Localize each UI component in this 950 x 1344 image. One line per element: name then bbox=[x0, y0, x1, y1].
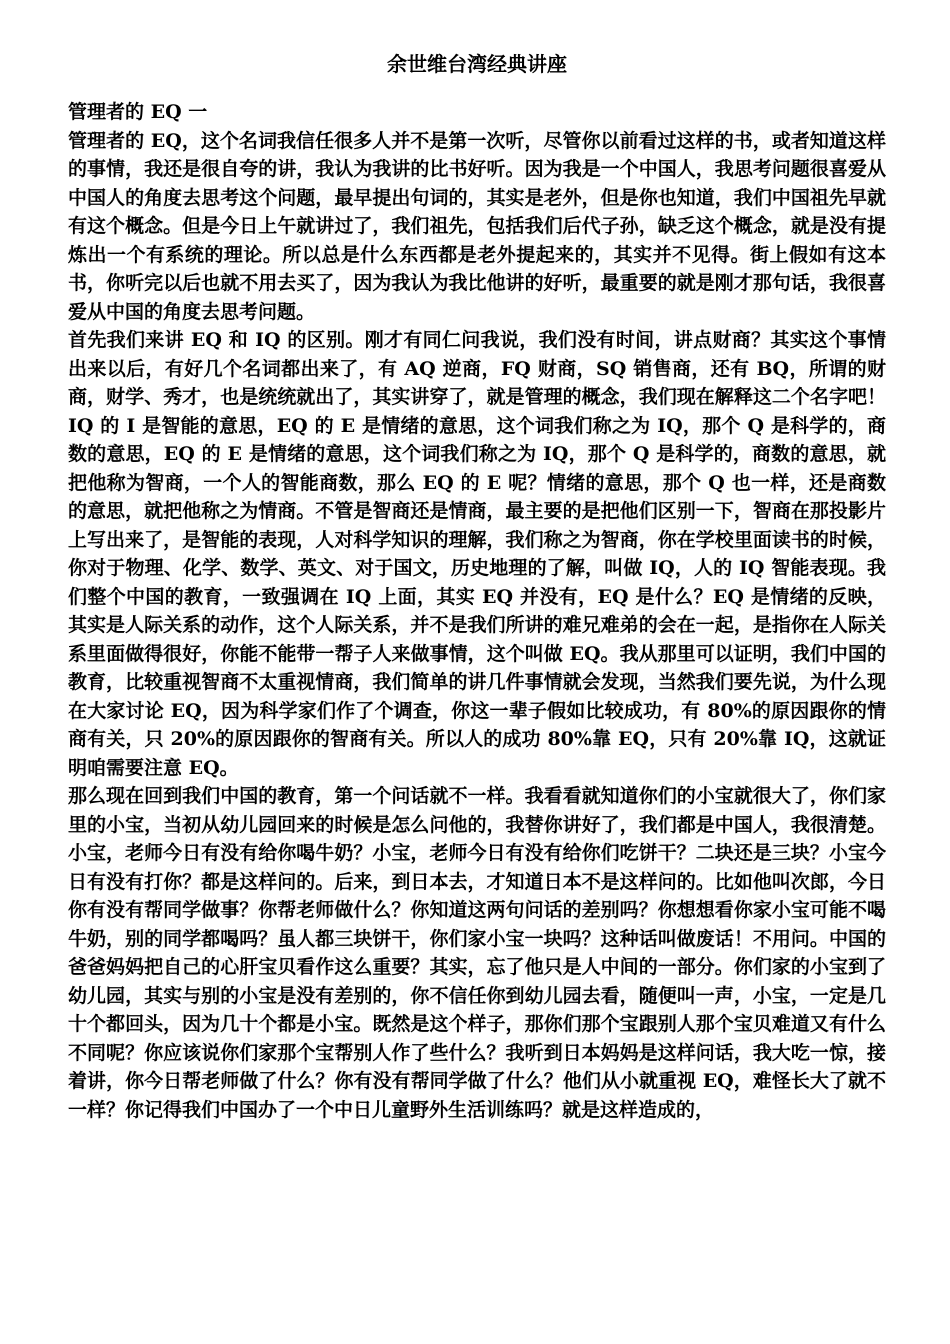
paragraph-eq-iq-difference: 首先我们来讲 EQ 和 IQ 的区别。刚才有同仁问我说，我们没有时间，讲点财商？其实这个事情出来以后，有好几个名词都出来了，有 AQ 逆商，FQ 财商，SQ 销售商，还有 BQ，所谓的财商，财学、秀才，也是统统就出了，其实讲穿了，就是管理的概念，我们现在解释这二个名字吧！IQ 的 I 是智能的意思，EQ 的 E 是情绪的意思，这个词我们称之为 IQ，那个 Q 是科学的，商数的意思，EQ 的 E 是情绪的意思，这个词我们称之为 IQ，那个 Q 是科学的，商数的意思，就把他称为智商，一个人的智能商数，那么 EQ 的 E 呢？情绪的意思，那个 Q 也一样，还是商数的意思，就把他称之为情商。不管是智商还是情商，最主要的是把他们区别一下，智商在那投影片上写出来了，是智能的表现，人对科学知识的理解，我们称之为智商，你在学校里面读书的时候，你对于物理、化学、数学、英文、对于国文，历史地理的了解，叫做 IQ，人的 IQ 智能表现。我们整个中国的教育，一致强调在 IQ 上面，其实 EQ 并没有，EQ 是什么？EQ 是情绪的反映，其实是人际关系的动作，这个人际关系，并不是我们所讲的难兄难弟的会在一起，是指你在人际关系里面做得很好，你能不能带一帮子人来做事情，这个叫做 EQ。我从那里可以证明，我们中国的教育，比较重视智商不太重视情商，我们简单的讲几件事情就会发现，当然我们要先说，为什么现在大家讨论 EQ，因为科学家们作了个调查，你这一辈子假如比较成功，有 80%的原因跟你的情商有关，只 20%的原因跟你的智商有关。所以人的成功 80%靠 EQ，只有 20%靠 IQ，这就证明咱需要注意 EQ。 bbox=[68, 329, 886, 779]
paragraph-intro: 管理者的 EQ，这个名词我信任很多人并不是第一次听，尽管你以前看过这样的书，或者知道这样的事情，我还是很自夸的讲，我认为我讲的比书好听。因为我是一个中国人，我思考问题很喜爱从中国人的角度去思考这个问题，最早提出句词的，其实是老外，但是你也知道，我们中国祖先早就有这个概念。但是今日上午就讲过了，我们祖先，包括我们后代子孙，缺乏这个概念，就是没有提炼出一个有系统的理论。所以总是什么东西都是老外提起来的，其实并不见得。街上假如有这本书，你听完以后也就不用去买了，因为我认为我比他讲的好听，最重要的就是刚才那句话，我很喜爱从中国的角度去思考问题。 bbox=[68, 129, 886, 323]
paragraph-chinese-education: 那么现在回到我们中国的教育，第一个问话就不一样。我看看就知道你们的小宝就很大了，你们家里的小宝，当初从幼儿园回来的时候是怎么问他的，我替你讲好了，我们都是中国人，我很清楚。小宝，老师今日有没有给你喝牛奶？小宝，老师今日有没有给你们吃饼干？二块还是三块？小宝今日有没有打你？都是这样问的。后来，到日本去，才知道日本不是这样问的。比如他叫次郎，今日你有没有帮同学做事？你帮老师做什么？你知道这两句问话的差别吗？你想想看你家小宝可能不喝牛奶，别的同学都喝吗？虽人都三块饼干，你们家小宝一块吗？这种话叫做废话！不用问。中国的爸爸妈妈把自己的心肝宝贝看作这么重要？其实，忘了他只是人中间的一部分。你们家的小宝到了幼儿园，其实与别的小宝是没有差别的，你不信任你到幼儿园去看，随便叫一声，小宝，一定是几十个都回头，因为几十个都是小宝。既然是这个样子，那你们那个宝跟别人那个宝贝难道又有什么不同呢？你应该说你们家那个宝帮别人作了些什么？我听到日本妈妈是这样问话，我大吃一惊，接着讲，你今日帮老师做了什么？你有没有帮同学做了什么？他们从小就重视 EQ，难怪长大了就不一样？你记得我们中国办了一个中日儿童野外生活训练吗？就是这样造成的， bbox=[68, 785, 886, 1121]
document-title: 余世维台湾经典讲座 bbox=[387, 52, 567, 76]
section-heading: 管理者的 EQ 一 bbox=[68, 101, 208, 123]
document-page bbox=[68, 50, 886, 1124]
